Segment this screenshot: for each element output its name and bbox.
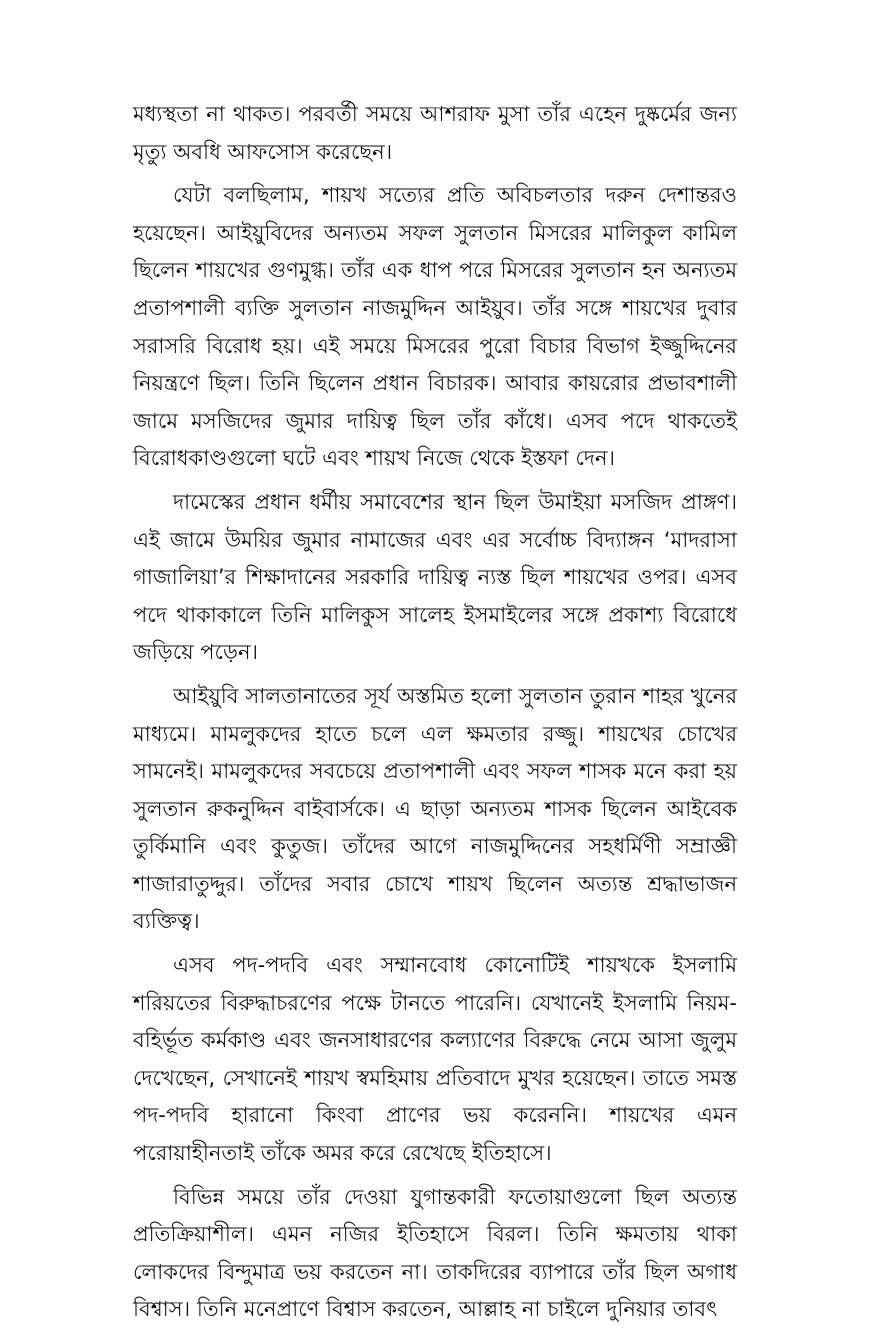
paragraph-2: যেটা বলছিলাম, শায়খ সত্যের প্রতি অবিচলতার দরুন দেশান্তরও হয়েছেন। আইয়ুবিদের অন্যতম সফল সুলতান মিসরের মালিকুল কামিল ছিলেন শায়খের গুণমুগ্ধ। তাঁর এক ধাপ পরে মিসরের সুলতান হন অন্যতম প্রতাপশালী ব্যক্তি সুলতান নাজমুদ্দিন আইয়ুব। তাঁর সঙ্গে শায়খের দুবার সরাসরি বিরোধ হয়। এই সময়ে মিসরের পুরো বিচার বিভাগ ইজ্জুদ্দিনের নিয়ন্ত্রণে ছিল। তিনি ছিলেন প্রধান বিচারক। আবার কায়রোর প্রভাবশালী জামে মসজিদের জুমার দায়িত্ব ছিল তাঁর কাঁধে। এসব পদে থাকতেই বিরোধকাণ্ডগুলো ঘটে এবং শায়খ নিজে থেকে ইস্তফা দেন। <box>133 183 737 471</box>
paragraph-3: দামেস্কের প্রধান ধর্মীয় সমাবেশের স্থান ছিল উমাইয়া মসজিদ প্রাঙ্গণ। এই জামে উময়ির জুমার নামাজের এবং এর সর্বোচ্চ বিদ্যাঙ্গন ‘মাদরাসা গাজালিয়া’র শিক্ষাদানের সরকারি দায়িত্ব ন্যস্ত ছিল শায়খের ওপর। এসব পদে থাকাকালে তিনি মালিকুস সালেহ ইসমাইলের সঙ্গে প্রকাশ্য বিরোধে জড়িয়ে পড়েন। <box>133 489 737 665</box>
paragraph-6: বিভিন্ন সময়ে তাঁর দেওয়া যুগান্তকারী ফতোয়াগুলো ছিল অত্যন্ত প্রতিক্রিয়াশীল। এমন নজির ইতিহাসে বিরল। তিনি ক্ষমতায় থাকা লোকদের বিন্দুমাত্র ভয় করতেন না। তাকদিরের ব্যাপারে তাঁর ছিল অগাধ বিশ্বাস। তিনি মনেপ্রাণে বিশ্বাস করতেন, আল্লাহ না চাইলে দুনিয়ার তাবৎ <box>133 1184 737 1322</box>
book-page-body <box>133 96 737 1335</box>
paragraph-1: মধ্যস্থতা না থাকত। পরবর্তী সময়ে আশরাফ মুসা তাঁর এহেন দুষ্কর্মের জন্য মৃত্যু অবধি আফসোস করেছেন। <box>133 102 737 164</box>
paragraph-5: এসব পদ-পদবি এবং সম্মানবোধ কোনোটিই শায়খকে ইসলামি শরিয়তের বিরুদ্ধাচরণের পক্ষে টানতে পারেনি। যেখানেই ইসলামি নিয়ম-বহির্ভূত কর্মকাণ্ড এবং জনসাধারণের কল্যাণের বিরুদ্ধে নেমে আসা জুলুম দেখেছেন, সেখানেই শায়খ স্বমহিমায় প্রতিবাদে মুখর হয়েছেন। তাতে সমস্ত পদ-পদবি হারানো কিংবা প্রাণের ভয় করেননি। শায়খের এমন পরোয়াহীনতাই তাঁকে অমর করে রেখেছে ইতিহাসে। <box>133 953 737 1166</box>
paragraph-4: আইয়ুবি সালতানাতের সূর্য অস্তমিত হলো সুলতান তুরান শাহর খুনের মাধ্যমে। মামলুকদের হাতে চলে এল ক্ষমতার রজ্জু। শায়খের চোখের সামনেই। মামলুকদের সবচেয়ে প্রতাপশালী এবং সফল শাসক মনে করা হয় সুলতান রুকনুদ্দিন বাইবার্সকে। এ ছাড়া অন্যতম শাসক ছিলেন আইবেক তুর্কিমানি এবং কুতুজ। তাঁদের আগে নাজমুদ্দিনের সহধর্মিণী সম্রাজ্ঞী শাজারাতুদ্দুর। তাঁদের সবার চোখে শায়খ ছিলেন অত্যন্ত শ্রদ্ধাভাজন ব্যক্তিত্ব। <box>133 683 737 934</box>
